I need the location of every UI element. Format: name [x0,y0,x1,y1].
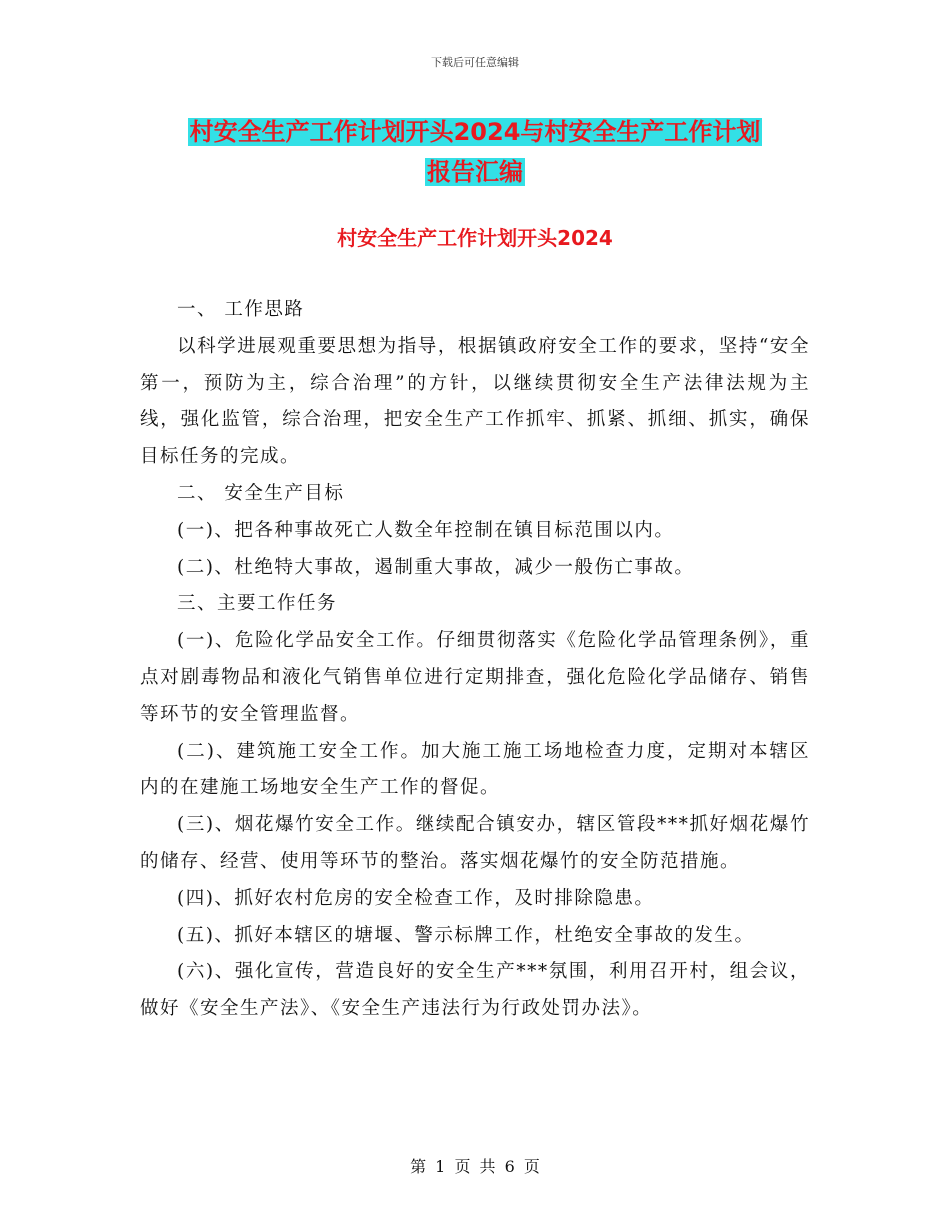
paragraph: (五)、抓好本辖区的塘堰、警示标牌工作，杜绝安全事故的发生。 [177,924,755,946]
paragraph: (二)、建筑施工安全工作。加大施工施工场地检查力度，定期对本辖区内的在建施工场地安全生产工作的督促。 [140,740,810,799]
paragraph: 二、 安全生产目标 [177,482,345,504]
document-title [140,112,810,192]
section-title: 村安全生产工作计划开头2024 [337,226,613,250]
paragraph: (一)、危险化学品安全工作。仔细贯彻落实《危险化学品管理条例》，重点对剧毒物品和液化气销售单位进行定期排查，强化危险化学品储存、销售等环节的安全管理监督。 [140,630,810,725]
paragraph: (三)、烟花爆竹安全工作。继续配合镇安办，辖区管段***抓好烟花爆竹的储存、经营、使用等环节的整治。落实烟花爆竹的安全防范措施。 [140,814,810,872]
paragraph: (六)、强化宣传，营造良好的安全生产***氛围，利用召开村，组会议，做好《安全生产法》、《安全生产违法行为行政处罚办法》。 [140,961,810,1020]
paragraph: 三、主要工作任务 [177,593,338,615]
paragraph: (一)、把各种事故死亡人数全年控制在镇目标范围以内。 [177,519,675,541]
document-body [140,292,810,1028]
paragraph: (二)、杜绝特大事故，遏制重大事故，减少一般伤亡事故。 [177,556,695,578]
paragraph: 一、 工作思路 [177,299,305,320]
page-footer: 第 1 页 共 6 页 [410,1157,540,1176]
document-title-line-2: 报告汇编 [427,158,523,186]
paragraph: 以科学进展观重要思想为指导，根据镇政府安全工作的要求，坚持“安全第一，预防为主，综合治理”的方针，以继续贯彻安全生产法律法规为主线，强化监管，综合治理，把安全生产工作抓牢、抓紧、抓细、抓实，确保目标任务的完成。 [140,335,810,468]
paragraph: (四)、抓好农村危房的安全检查工作，及时排除隐患。 [177,887,655,909]
header-note: 下载后可任意编辑 [431,56,519,69]
document-title-line-1: 村安全生产工作计划开头2024与村安全生产工作计划 [189,118,761,146]
